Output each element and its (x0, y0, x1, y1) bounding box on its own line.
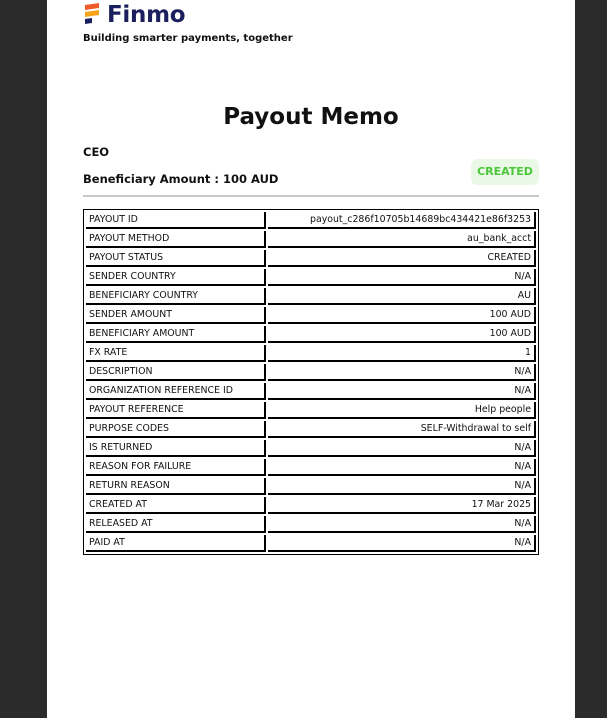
table-row (86, 459, 536, 476)
detail-value: N/A (268, 269, 536, 286)
detail-label: SENDER COUNTRY (86, 269, 266, 286)
beneficiary-amount-summary: Beneficiary Amount : 100 AUD (83, 172, 279, 186)
table-row (86, 383, 536, 400)
detail-label: PURPOSE CODES (86, 421, 266, 438)
detail-value: N/A (268, 535, 536, 552)
table-row (86, 307, 536, 324)
detail-value: 100 AUD (268, 307, 536, 324)
detail-label: FX RATE (86, 345, 266, 362)
detail-label: PAID AT (86, 535, 266, 552)
detail-label: PAYOUT ID (86, 212, 266, 229)
table-row (86, 288, 536, 305)
detail-value: Help people (268, 402, 536, 419)
detail-label: PAYOUT METHOD (86, 231, 266, 248)
detail-label: RETURN REASON (86, 478, 266, 495)
detail-label: CREATED AT (86, 497, 266, 514)
detail-value: au_bank_acct (268, 231, 536, 248)
detail-label: DESCRIPTION (86, 364, 266, 381)
table-row (86, 535, 536, 552)
finmo-logo-icon (83, 3, 101, 27)
table-row (86, 497, 536, 514)
page-title: Payout Memo (223, 104, 399, 130)
detail-label: PAYOUT REFERENCE (86, 402, 266, 419)
detail-label: RELEASED AT (86, 516, 266, 533)
detail-value: 17 Mar 2025 (268, 497, 536, 514)
table-row (86, 421, 536, 438)
table-row (86, 364, 536, 381)
table-row (86, 402, 536, 419)
table-row (86, 212, 536, 229)
payout-details-table (83, 209, 539, 555)
detail-value: N/A (268, 440, 536, 457)
detail-value: N/A (268, 383, 536, 400)
brand-name: Finmo (107, 2, 186, 28)
detail-value: AU (268, 288, 536, 305)
table-row (86, 345, 536, 362)
table-row (86, 516, 536, 533)
detail-value: N/A (268, 516, 536, 533)
table-row (86, 326, 536, 343)
detail-value: N/A (268, 459, 536, 476)
detail-label: REASON FOR FAILURE (86, 459, 266, 476)
detail-label: ORGANIZATION REFERENCE ID (86, 383, 266, 400)
status-badge: CREATED (471, 159, 539, 185)
detail-value: N/A (268, 364, 536, 381)
finmo-logo (83, 2, 185, 28)
table-row (86, 440, 536, 457)
brand-tagline: Building smarter payments, together (83, 33, 293, 44)
table-row (86, 231, 536, 248)
detail-value: 100 AUD (268, 326, 536, 343)
detail-label: BENEFICIARY COUNTRY (86, 288, 266, 305)
detail-value: SELF-Withdrawal to self (268, 421, 536, 438)
detail-label: IS RETURNED (86, 440, 266, 457)
detail-value: CREATED (268, 250, 536, 267)
detail-value: payout_c286f10705b14689bc434421e86f3253 (268, 212, 536, 229)
table-row (86, 269, 536, 286)
document-page (47, 0, 575, 718)
payout-details-body (86, 212, 536, 552)
table-row (86, 250, 536, 267)
table-row (86, 478, 536, 495)
detail-label: BENEFICIARY AMOUNT (86, 326, 266, 343)
detail-value: 1 (268, 345, 536, 362)
recipient-role: CEO (83, 145, 110, 159)
detail-value: N/A (268, 478, 536, 495)
detail-label: PAYOUT STATUS (86, 250, 266, 267)
section-divider (83, 195, 539, 197)
detail-label: SENDER AMOUNT (86, 307, 266, 324)
